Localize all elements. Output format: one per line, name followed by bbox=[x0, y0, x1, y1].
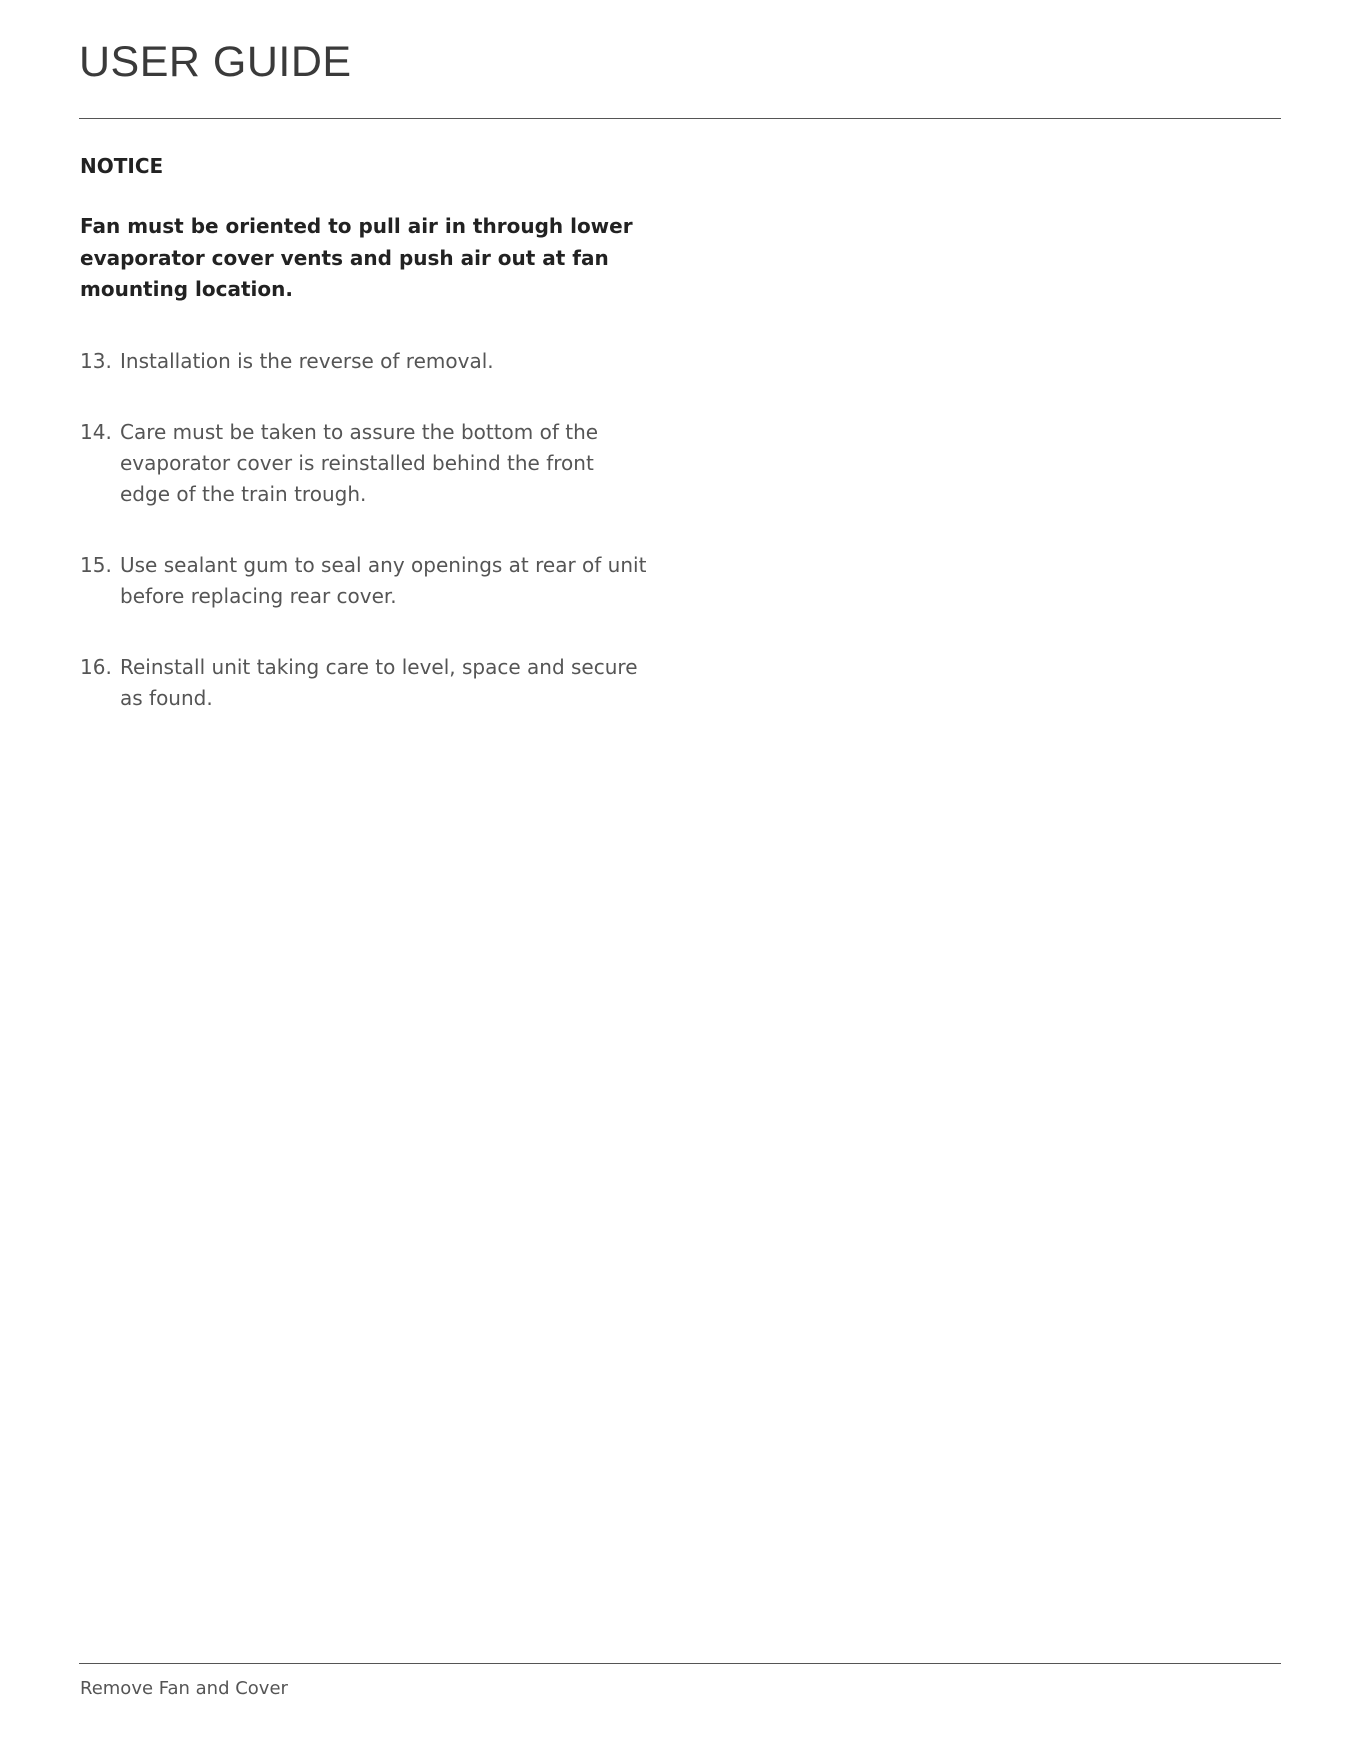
footer-section-label: Remove Fan and Cover bbox=[80, 1678, 288, 1699]
step-text: Reinstall unit taking care to level, space and secure as found. bbox=[120, 654, 638, 710]
page-title: USER GUIDE bbox=[79, 38, 352, 86]
step-number: 15. bbox=[80, 552, 112, 577]
step-text: Use sealant gum to seal any openings at rear of unit before replacing rear cover. bbox=[120, 552, 647, 608]
footer-divider bbox=[79, 1663, 1281, 1664]
notice-text: Fan must be oriented to pull air in through lower evaporator cover vents and push air out at fan mounting location. bbox=[80, 214, 633, 301]
header-divider bbox=[79, 118, 1281, 119]
steps-list bbox=[80, 346, 650, 714]
step-number: 13. bbox=[80, 348, 112, 373]
step-item bbox=[80, 417, 650, 510]
notice-block bbox=[80, 150, 650, 306]
step-number: 16. bbox=[80, 654, 112, 679]
step-text: Installation is the reverse of removal. bbox=[120, 348, 494, 373]
step-item bbox=[80, 652, 650, 714]
step-text: Care must be taken to assure the bottom of the evaporator cover is reinstalled behind the front edge of the train trough. bbox=[120, 419, 599, 506]
notice-heading: NOTICE bbox=[80, 154, 164, 178]
step-item bbox=[80, 550, 650, 612]
page-header bbox=[79, 36, 1281, 88]
step-number: 14. bbox=[80, 419, 112, 444]
step-item bbox=[80, 346, 650, 377]
main-content bbox=[80, 150, 650, 754]
